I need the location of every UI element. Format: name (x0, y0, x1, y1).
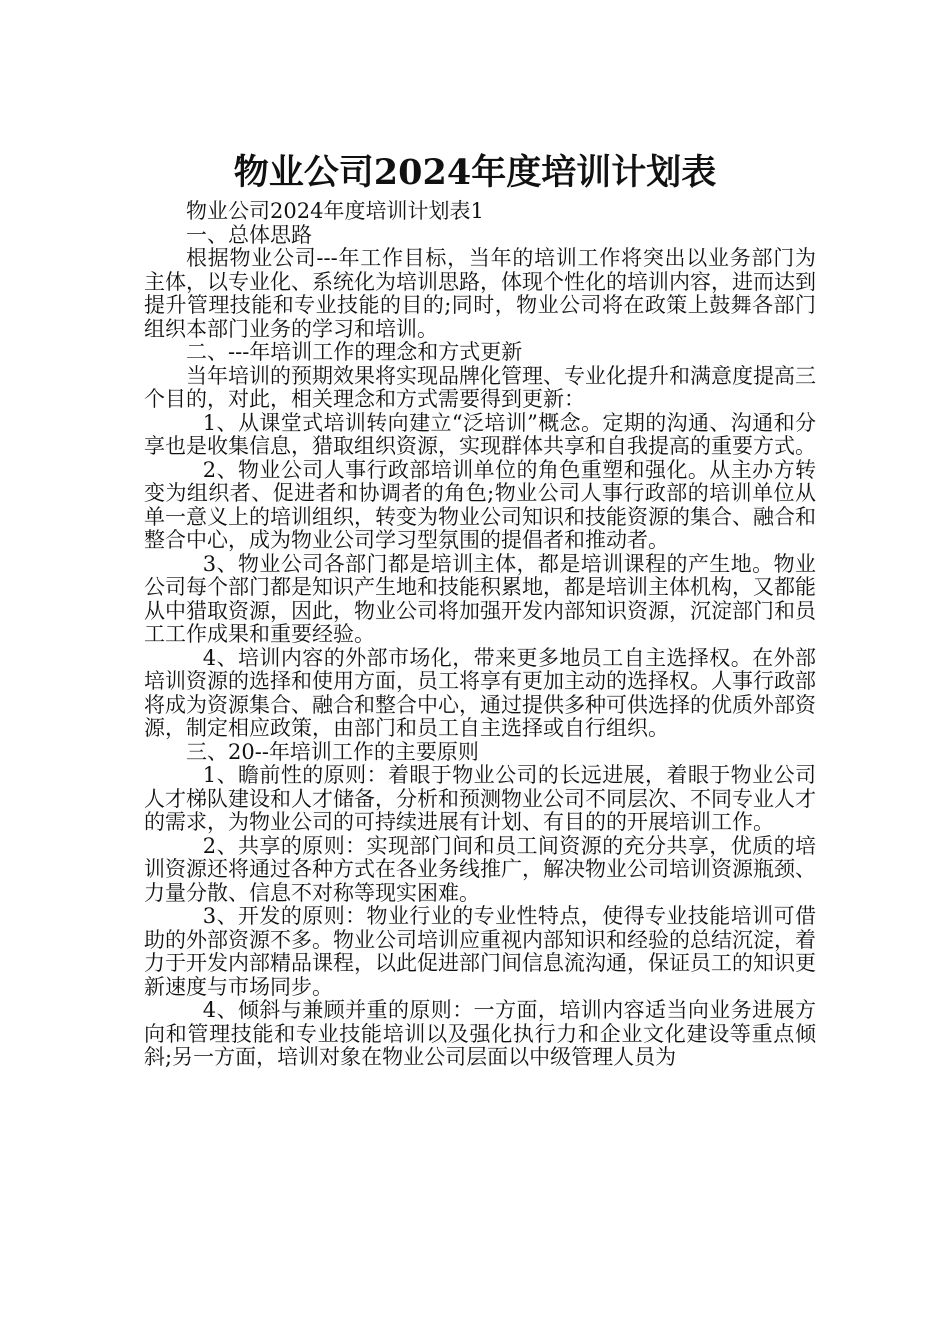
document-title: 物业公司2024年度培训计划表 (233, 152, 717, 194)
section-heading-2: 二、---年培训工作的理念和方式更新 (186, 340, 523, 364)
document-body (144, 200, 816, 1070)
list-item: 4、倾斜与兼顾并重的原则：一方面，培训内容适当向业务进展方向和管理技能和专业技能培训以及强化执行力和企业文化建设等重点倾斜;另一方面，培训对象在物业公司层面以中级管理人员为 (144, 998, 816, 1069)
list-item: 2、物业公司人事行政部培训单位的角色重塑和强化。从主办方转变为组织者、促进者和协调者的角色;物业公司人事行政部的培训单位从单一意义上的培训组织，转变为物业公司知识和技能资源的集合、融合和整合中心，成为物业公司学习型氛围的提倡者和推动者。 (144, 457, 816, 552)
paragraph-subtitle: 物业公司2024年度培训计划表1 (186, 199, 484, 223)
paragraph: 根据物业公司---年工作目标，当年的培训工作将突出以业务部门为主体，以专业化、系统化为培训思路，体现个性化的培训内容，进而达到提升管理技能和专业技能的目的;同时，物业公司将在政策上鼓舞各部门组织本部门业务的学习和培训。 (144, 246, 816, 341)
section-heading-3: 三、20--年培训工作的主要原则 (186, 739, 479, 764)
list-item: 3、开发的原则：物业行业的专业性特点，使得专业技能培训可借助的外部资源不多。物业公司培训应重视内部知识和经验的总结沉淀，着力于开发内部精品课程，以此促进部门间信息流沟通，保证员工的知识更新速度与市场同步。 (144, 904, 816, 999)
section-heading-1: 一、总体思路 (186, 222, 312, 247)
paragraph: 当年培训的预期效果将实现品牌化管理、专业化提升和满意度提高三个目的，对此，相关理念和方式需要得到更新： (144, 363, 816, 411)
list-item: 1、从课堂式培训转向建立“泛培训”概念。定期的沟通、沟通和分享也是收集信息，猎取组织资源，实现群体共享和自我提高的重要方式。 (144, 410, 816, 458)
list-item: 2、共享的原则：实现部门间和员工间资源的充分共享，优质的培训资源还将通过各种方式在各业务线推广，解决物业公司培训资源瓶颈、力量分散、信息不对称等现实困难。 (144, 833, 816, 905)
list-item: 1、瞻前性的原则：着眼于物业公司的长远进展，着眼于物业公司人才梯队建设和人才储备，分析和预测物业公司不同层次、不同专业人才的需求，为物业公司的可持续进展有计划、有目的的开展培训工作。 (144, 763, 816, 834)
list-item: 4、培训内容的外部市场化，带来更多地员工自主选择权。在外部培训资源的选择和使用方面，员工将享有更加主动的选择权。人事行政部将成为资源集合、融合和整合中心，通过提供多种可供选择的优质外部资源，制定相应政策，由部门和员工自主选择或自行组织。 (144, 645, 816, 740)
list-item: 3、物业公司各部门都是培训主体，都是培训课程的产生地。物业公司每个部门都是知识产生地和技能积累地，都是培训主体机构，又都能从中猎取资源，因此，物业公司将加强开发内部知识资源，沉淀部门和员工工作成果和重要经验。 (144, 551, 816, 646)
